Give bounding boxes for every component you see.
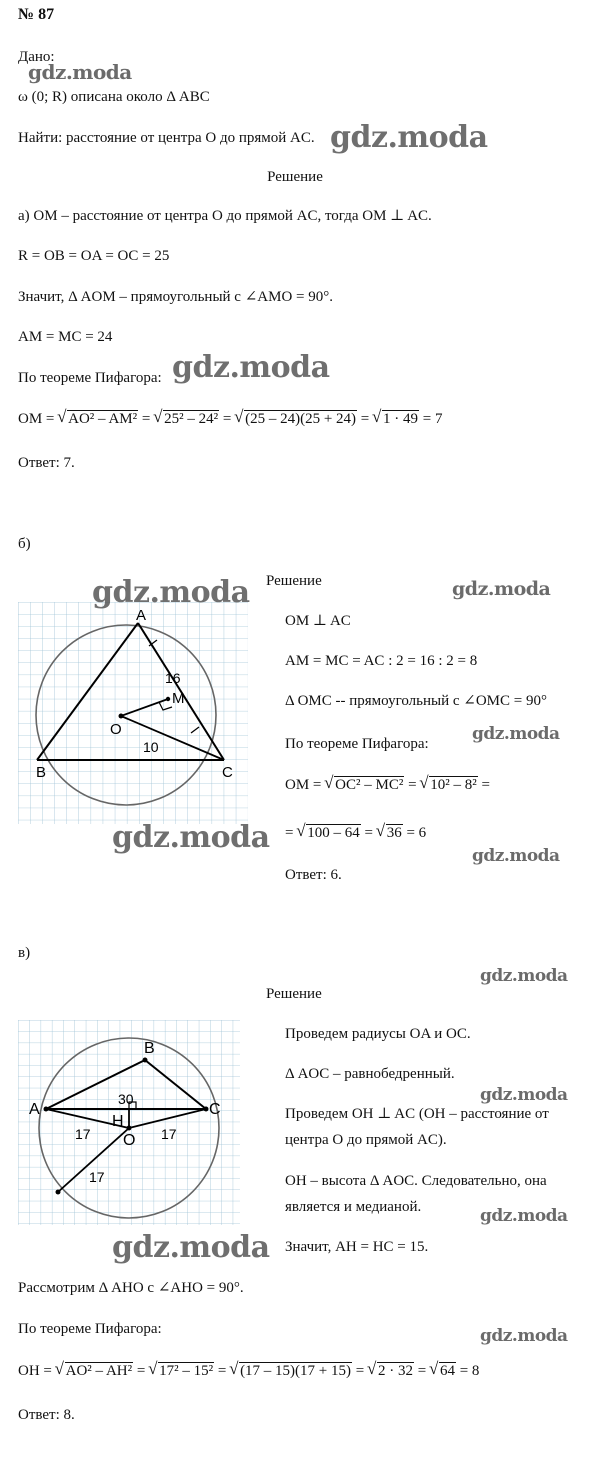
watermark: gdz.moda <box>112 820 270 855</box>
watermark: gdz.moda <box>480 966 568 986</box>
part-b-label: б) <box>18 536 31 552</box>
part-c-line6: Рассмотрим Δ AHO с ∠AHO = 90°. <box>18 1280 244 1296</box>
part-c-line3: Проведем OH ⊥ AC (OH – расстояние от <box>285 1106 549 1122</box>
part-c-label: в) <box>18 945 31 961</box>
part-c-line4b: является и медианой. <box>285 1199 422 1215</box>
sqrt-2: √ 25² – 24² <box>154 410 219 428</box>
solution-heading-c: Решение <box>266 986 322 1002</box>
label-ac-length: 30 <box>118 1091 134 1107</box>
label-o: O <box>123 1132 136 1149</box>
part-b-formula-1: OM = √ OC² – MC² = √ 10² – 8² = <box>285 776 490 794</box>
label-ao-length: 17 <box>75 1126 91 1142</box>
part-b-line4: По теореме Пифагора: <box>285 736 429 752</box>
diagram-b <box>18 602 248 824</box>
given-label: Дано: <box>18 49 55 65</box>
watermark: gdz.moda <box>452 578 551 600</box>
part-c-line4: OH – высота Δ AOC. Следовательно, она <box>285 1173 547 1189</box>
part-a-line4: AM = MC = 24 <box>18 329 113 345</box>
part-b-formula-2: = √ 100 – 64 = √ 36 = 6 <box>285 824 426 842</box>
part-c-formula: OH = √ AO² – AH² = √ 17² – 15² = √ (17 – 15)(17 + 15) = √ 2 · 32 = √ 64 = 8 <box>18 1362 479 1380</box>
part-c-line7: По теореме Пифагора: <box>18 1321 162 1337</box>
part-b-line1: OM ⊥ AC <box>285 613 351 629</box>
part-a-line3: Значит, Δ AOM – прямоугольный с ∠AMO = 90°. <box>18 289 333 305</box>
label-oc-length: 17 <box>161 1126 177 1142</box>
label-oc-length: 10 <box>143 739 159 755</box>
part-b-line2: AM = MC = AC : 2 = 16 : 2 = 8 <box>285 653 478 669</box>
watermark: gdz.moda <box>480 1206 568 1226</box>
watermark: gdz.moda <box>480 1326 568 1346</box>
diagram-c <box>18 1020 240 1225</box>
label-b: B <box>36 764 47 781</box>
label-c: C <box>209 1101 221 1118</box>
label-a: A <box>29 1101 40 1118</box>
watermark: gdz.moda <box>172 350 330 385</box>
point-o <box>127 1126 132 1131</box>
watermark: gdz.moda <box>480 1085 568 1105</box>
find-line: Найти: расстояние от центра O до прямой AC. <box>18 130 315 146</box>
part-a-formula: OM = √ AO² – AM² = √ 25² – 24² = √ (25 – 24)(25 + 24) = √ 1 · 49 = 7 <box>18 410 442 428</box>
watermark: gdz.moda <box>472 846 560 866</box>
watermark: gdz.moda <box>28 60 132 84</box>
label-m: M <box>172 690 185 707</box>
part-a-line2: R = OB = OA = OC = 25 <box>18 248 170 264</box>
label-radius-length: 17 <box>89 1169 105 1185</box>
solution-heading-a: Решение <box>267 169 323 185</box>
part-a-line5: По теореме Пифагора: <box>18 370 162 386</box>
watermark: gdz.moda <box>92 575 250 610</box>
label-ac-length: 16 <box>165 670 181 686</box>
part-a-line1: а) OM – расстояние от центра O до прямой AC, тогда OM ⊥ AC. <box>18 208 432 224</box>
point-c <box>204 1107 209 1112</box>
point-o <box>119 714 124 719</box>
part-c-answer: Ответ: 8. <box>18 1407 75 1423</box>
point-b <box>143 1058 148 1063</box>
sqrt-1: √ AO² – AM² <box>58 410 138 428</box>
solution-heading-b: Решение <box>266 573 322 589</box>
point-m <box>166 697 170 701</box>
part-a-answer: Ответ: 7. <box>18 455 75 471</box>
part-c-line3b: центра O до прямой AC). <box>285 1132 447 1148</box>
watermark: gdz.moda <box>472 724 560 744</box>
given-line: ω (0; R) описана около Δ ABC <box>18 89 210 105</box>
grid-background <box>18 602 248 824</box>
label-a: A <box>136 607 147 624</box>
label-b: B <box>144 1040 155 1057</box>
watermark: gdz.moda <box>330 120 488 155</box>
label-o: O <box>110 721 122 738</box>
watermark: gdz.moda <box>112 1230 270 1265</box>
point-a <box>44 1107 49 1112</box>
problem-number: № 87 <box>18 6 55 23</box>
part-c-line5: Значит, AH = HC = 15. <box>285 1239 429 1255</box>
part-c-line2: Δ AOC – равнобедренный. <box>285 1066 455 1082</box>
sqrt-4: √ 1 · 49 <box>373 410 419 428</box>
label-h: H <box>112 1113 124 1130</box>
part-b-line3: Δ OMC -- прямоугольный с ∠OMC = 90° <box>285 693 547 709</box>
part-b-answer: Ответ: 6. <box>285 867 342 883</box>
part-c-line1: Проведем радиусы OA и OC. <box>285 1026 471 1042</box>
sqrt-3: √ (25 – 24)(25 + 24) <box>235 410 357 428</box>
label-c: C <box>222 764 233 781</box>
point-end <box>56 1190 61 1195</box>
